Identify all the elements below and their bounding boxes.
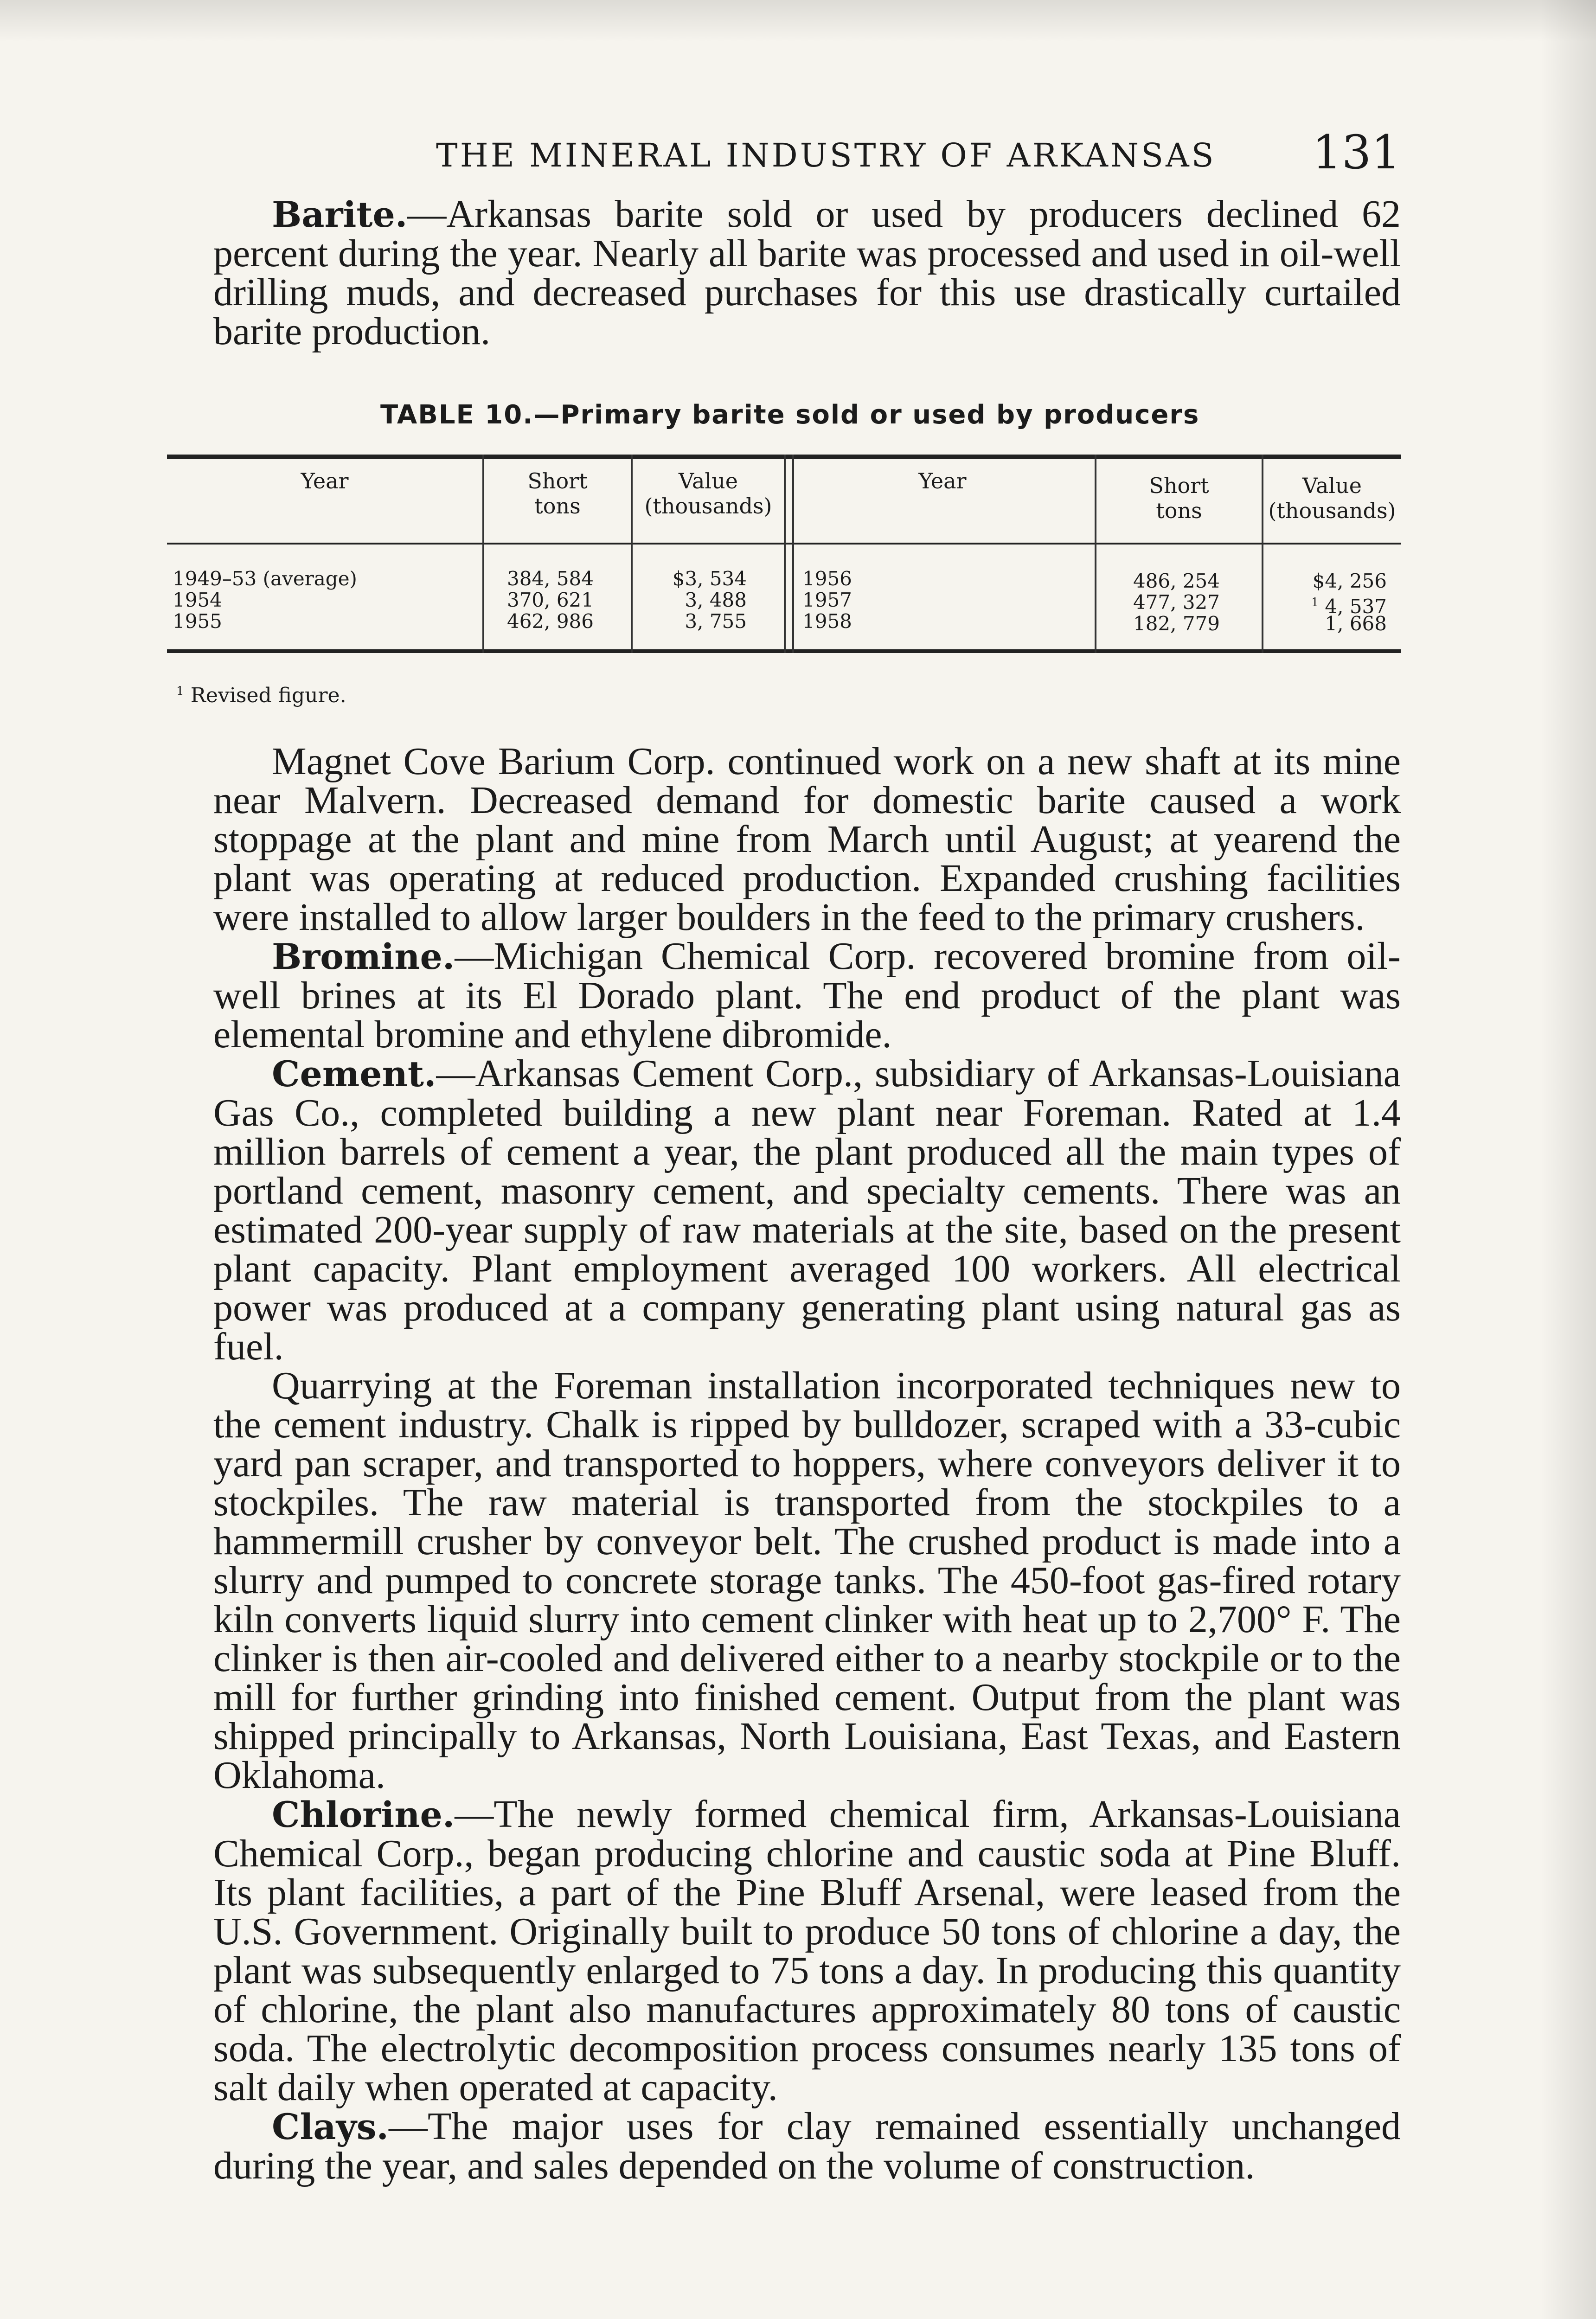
table-cell: 486, 254 bbox=[1133, 570, 1220, 592]
header-year-left: Year bbox=[301, 468, 349, 493]
footnote-mark: 1 bbox=[176, 684, 184, 698]
page-number: 131 bbox=[1312, 125, 1401, 179]
right-year-column bbox=[802, 568, 1090, 632]
header-thousands: (thousands) bbox=[644, 493, 772, 519]
table-cell: 3, 488 bbox=[685, 589, 747, 611]
table-cell: 1956 bbox=[802, 567, 852, 590]
clays-heading: Clays. bbox=[272, 2106, 389, 2147]
header-value-right bbox=[1263, 473, 1401, 523]
table-cell: $3, 534 bbox=[672, 567, 747, 590]
quarrying-paragraph: Quarrying at the Foreman installation incorporated techniques new to the cement industry. Chalk is ripped by bulldozer, scraped with a 33-cubic yard pan scraper, and transported to hoppers, where conveyors deliver it to stockpiles. The raw material is transported from the stockpiles to a hammermill crusher by conveyor belt. The crushed product is made into a slurry and pumped to concrete storage tanks. The 450-foot gas-fired rotary kiln converts liquid slurry into cement clinker with heat up to 2,700° F. The clinker is then air-cooled and delivered either to a nearby stockpile or to the mill for further grinding into finished cement. Output from the plant was shipped principally to Arkansas, North Louisiana, East Texas, and Eastern Oklahoma. bbox=[213, 1364, 1401, 1797]
header-thousands: (thousands) bbox=[1268, 498, 1396, 523]
table-cell bbox=[1271, 592, 1387, 618]
footnote-mark: 1 bbox=[1311, 596, 1319, 609]
running-title: THE MINERAL INDUSTRY OF ARKANSAS bbox=[436, 136, 1216, 174]
chlorine-text: —The newly formed chemical firm, Arkansas-Louisiana Chemical Corp., began producing chlorine and caustic soda at Pine Bluff. Its plant facilities, a part of the Pine Bluff Arsenal, were leased from the U.S. Government. Originally built to produce 50 tons of chlorine a day, the plant was subsequently enlarged to 75 tons a day. In producing this quantity of chlorine, the plant also manufactures approximately 80 tons of caustic soda. The electrolytic decomposition process consumes nearly 135 tons of salt daily when operated at capacity. bbox=[213, 1793, 1401, 2109]
barite-heading: Barite. bbox=[272, 194, 408, 235]
cement-heading: Cement. bbox=[272, 1053, 436, 1095]
table-cell: 1949–53 (average) bbox=[173, 567, 357, 590]
table-cell: 1957 bbox=[802, 589, 852, 611]
header-short: Short bbox=[527, 468, 588, 493]
chlorine-heading: Chlorine. bbox=[272, 1794, 455, 1835]
table-cell: 182, 779 bbox=[1133, 612, 1220, 635]
header-year-right: Year bbox=[918, 468, 967, 493]
scan-shadow-top bbox=[0, 0, 1596, 42]
left-tons-column bbox=[492, 568, 594, 632]
left-year-column bbox=[173, 568, 479, 632]
header-tons: tons bbox=[1156, 498, 1202, 523]
running-header bbox=[213, 125, 1401, 181]
header-short-tons-right bbox=[1096, 473, 1262, 523]
main-text bbox=[213, 742, 1401, 2185]
header-value: Value bbox=[679, 468, 738, 493]
table-cell: 384, 584 bbox=[506, 567, 594, 590]
magnet-cove-paragraph: Magnet Cove Barium Corp. continued work on a new shaft at its mine near Malvern. Decreased demand for domestic barite caused a work stoppage at the plant and mine from March until August; at yearend the plant was operating at reduced production. Expanded crushing facilities were installed to allow larger boulders in the feed to the primary crushers. bbox=[213, 740, 1401, 939]
table-cell: $4, 256 bbox=[1312, 570, 1387, 592]
scan-shadow-right bbox=[1540, 0, 1596, 2319]
right-value-column bbox=[1271, 570, 1387, 634]
cement-text: —Arkansas Cement Corp., subsidiary of Arkansas-Louisiana Gas Co., completed building a new plant near Foreman. Rated at 1.4 million barrels of cement a year, the plant produced all the main types of portland cement, masonry cement, and specialty cements. There was an estimated 200-year supply of raw materials at the site, based on the present plant capacity. Plant employment averaged 100 workers. All electrical power was produced at a company generating plant using natural gas as fuel. bbox=[213, 1052, 1401, 1368]
table-cell: 1954 bbox=[173, 589, 222, 611]
table-cell-value: 4, 537 bbox=[1325, 595, 1387, 618]
table-cell: 462, 986 bbox=[506, 610, 594, 633]
bromine-text: —Michigan Chemical Corp. recovered bromine from oil-well brines at its El Dorado plant. The end product of the plant was elemental bromine and ethylene dibromide. bbox=[213, 935, 1401, 1056]
barite-section bbox=[213, 192, 1401, 353]
clays-paragraph bbox=[213, 2107, 1401, 2185]
header-value-left bbox=[633, 468, 784, 519]
right-tons-column bbox=[1104, 570, 1220, 634]
header-short: Short bbox=[1149, 473, 1209, 498]
header-short-tons-left bbox=[484, 468, 631, 519]
bromine-heading: Bromine. bbox=[272, 936, 455, 977]
barite-table bbox=[167, 445, 1401, 677]
footnote-text: Revised figure. bbox=[190, 684, 346, 707]
table-cell: 1958 bbox=[802, 610, 852, 633]
table-footnote bbox=[176, 684, 346, 707]
header-tons: tons bbox=[534, 493, 581, 519]
header-value: Value bbox=[1302, 473, 1362, 498]
table-cell: 370, 621 bbox=[506, 589, 594, 611]
table-cell: 1, 668 bbox=[1325, 612, 1387, 635]
table-cell: 3, 755 bbox=[685, 610, 747, 633]
barite-paragraph bbox=[213, 192, 1401, 353]
clays-text: —The major uses for clay remained essentially unchanged during the year, and sales depended on the volume of construction. bbox=[213, 2105, 1401, 2187]
bromine-paragraph bbox=[213, 937, 1401, 1054]
table-caption: TABLE 10.—Primary barite sold or used by producers bbox=[380, 400, 1200, 430]
chlorine-paragraph bbox=[213, 1795, 1401, 2107]
table-cell: 1955 bbox=[173, 610, 222, 633]
barite-text: —Arkansas barite sold or used by producers declined 62 percent during the year. Nearly all barite was processed and used in oil-well drilling muds, and decreased purchases for this use drastically curtailed barite production. bbox=[213, 192, 1401, 353]
cement-paragraph bbox=[213, 1054, 1401, 1366]
left-value-column bbox=[640, 568, 747, 632]
table-cell: 477, 327 bbox=[1133, 591, 1220, 614]
